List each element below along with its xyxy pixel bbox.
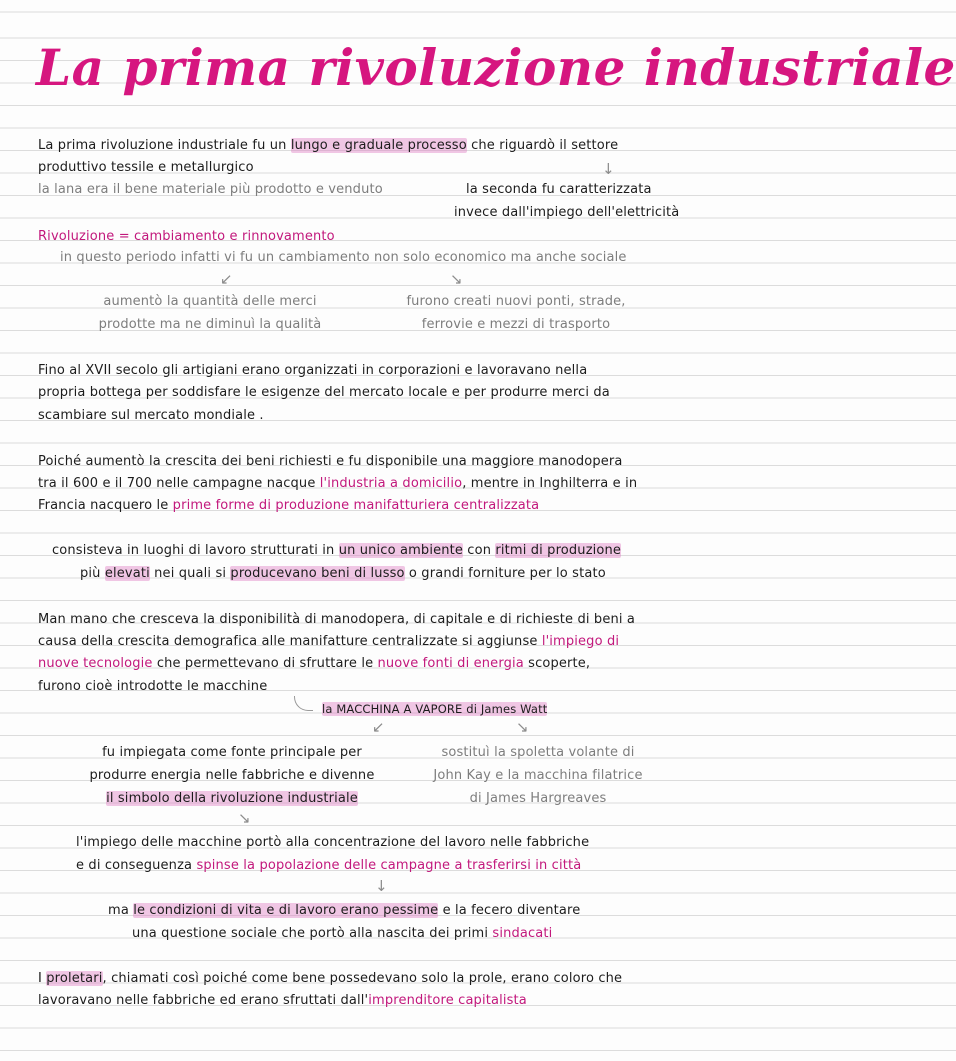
highlight: proletari xyxy=(46,971,103,986)
definition-right-2: ferrovie e mezzi di trasporto xyxy=(421,317,611,332)
left-note: la lana era il bene materiale più prodotto e venduto xyxy=(38,182,383,197)
highlight: il simbolo della rivoluzione industriale xyxy=(106,791,358,806)
text: I xyxy=(38,971,47,986)
text: lavoravano nelle fabbriche ed erano sfruttati dall' xyxy=(38,993,369,1008)
pink-text: l'industria a domicilio xyxy=(319,476,463,491)
steam-left-3 xyxy=(52,790,412,808)
intro-line-1 xyxy=(38,137,618,155)
machines-line-2 xyxy=(76,857,581,875)
text: o grandi forniture per lo stato xyxy=(404,566,606,581)
para4-line-3 xyxy=(38,655,590,673)
steam-right-2: John Kay e la macchina filatrice xyxy=(433,768,643,783)
para1-line-3: scambiare sul mercato mondiale . xyxy=(38,408,264,423)
arrow-down-right-icon: ↘ xyxy=(238,809,251,827)
para3-line-2 xyxy=(80,565,606,583)
arrow-down-icon: ↓ xyxy=(602,160,615,178)
text: più xyxy=(80,566,105,581)
text: , chiamati così poiché come bene possedevano solo la prole, erano coloro che xyxy=(102,971,623,986)
text: e di conseguenza xyxy=(76,858,197,873)
definition-left-1: aumentò la quantità delle merci xyxy=(103,294,317,309)
highlight: lungo e graduale processo xyxy=(290,138,467,153)
steam-left-2: produrre energia nelle fabbriche e divenne xyxy=(89,768,375,783)
text: che permettevano di sfruttare le xyxy=(152,656,378,671)
text: causa della crescita demografica alle manifatture centralizzate si aggiunse xyxy=(38,634,542,649)
pink-text: nuove tecnologie xyxy=(38,656,153,671)
conditions-line-2 xyxy=(132,925,552,943)
arrow-down-left-icon: ↙ xyxy=(220,270,233,288)
arrow-down-right-icon: ↘ xyxy=(450,270,463,288)
para1-line-2: propria bottega per soddisfare le esigenze del mercato locale e per produrre merci da xyxy=(38,385,610,400)
definition-heading: Rivoluzione = cambiamento e rinnovamento xyxy=(38,229,335,244)
para2-line-1: Poiché aumentò la crescita dei beni richiesti e fu disponibile una maggiore manodopera xyxy=(38,454,623,469)
steam-right-3: di James Hargreaves xyxy=(469,791,607,806)
steam-engine-label xyxy=(322,700,547,718)
text: , mentre in Inghilterra e in xyxy=(462,476,638,491)
definition-left-2: prodotte ma ne diminuì la qualità xyxy=(98,317,322,332)
para4-line-1: Man mano che cresceva la disponibilità di manodopera, di capitale e di richieste di beni a xyxy=(38,612,636,627)
para4-line-2 xyxy=(38,633,619,651)
proletari-line-1 xyxy=(38,970,622,988)
text: nei quali si xyxy=(149,566,231,581)
para2-line-2 xyxy=(38,475,637,493)
text: La prima rivoluzione industriale fu un xyxy=(38,138,291,153)
pink-text: sindacati xyxy=(492,926,553,941)
pink-text: prime forme di produzione manifatturiera centralizzata xyxy=(172,498,540,513)
para4-line-4: furono cioè introdotte le macchine xyxy=(38,679,268,694)
definition-sub: in questo periodo infatti vi fu un cambiamento non solo economico ma anche sociale xyxy=(60,250,627,265)
text: Francia nacquero le xyxy=(38,498,173,513)
highlight: la MACCHINA A VAPORE di James Watt xyxy=(322,702,548,716)
highlight: elevati xyxy=(104,566,150,581)
text: e la fecero diventare xyxy=(438,903,581,918)
text: consisteva in luoghi di lavoro strutturati in xyxy=(52,543,339,558)
highlight: ritmi di produzione xyxy=(495,543,622,558)
highlight: le condizioni di vita e di lavoro erano pessime xyxy=(133,903,439,918)
conditions-line-1 xyxy=(108,902,580,920)
para2-line-3 xyxy=(38,497,539,515)
steam-left-1: fu impiegata come fonte principale per xyxy=(102,745,362,760)
arrow-down-right-icon: ↘ xyxy=(516,718,529,736)
text: una questione sociale che portò alla nascita dei primi xyxy=(132,926,493,941)
arrow-down-left-icon: ↙ xyxy=(372,718,385,736)
steam-right-1: sostituì la spoletta volante di xyxy=(441,745,635,760)
pink-text: l'impiego di xyxy=(541,634,620,649)
highlight: un unico ambiente xyxy=(338,543,464,558)
machines-line-1: l'impiego delle macchine portò alla concentrazione del lavoro nelle fabbriche xyxy=(76,835,590,850)
text: ma xyxy=(108,903,134,918)
definition-right-1: furono creati nuovi ponti, strade, xyxy=(406,294,626,309)
right-note-1: la seconda fu caratterizzata xyxy=(466,182,652,197)
right-note-2: invece dall'impiego dell'elettricità xyxy=(454,205,680,220)
para3-line-1 xyxy=(52,542,621,560)
highlight: producevano beni di lusso xyxy=(230,566,405,581)
pink-text: imprenditore capitalista xyxy=(368,993,527,1008)
text: tra il 600 e il 700 nelle campagne nacque xyxy=(38,476,320,491)
pink-text: nuove fonti di energia xyxy=(377,656,524,671)
text: con xyxy=(463,543,496,558)
para1-line-1: Fino al XVII secolo gli artigiani erano organizzati in corporazioni e lavoravano nella xyxy=(38,363,588,378)
proletari-line-2 xyxy=(38,992,527,1010)
intro-line-2: produttivo tessile e metallurgico xyxy=(38,160,254,175)
text: che riguardò il settore xyxy=(466,138,619,153)
arrow-down-icon: ↓ xyxy=(375,877,388,895)
pink-text: spinse la popolazione delle campagne a trasferirsi in città xyxy=(196,858,582,873)
curved-arrow-icon xyxy=(294,696,313,711)
text: scoperte, xyxy=(523,656,591,671)
page-title: La prima rivoluzione industriale xyxy=(36,38,956,97)
